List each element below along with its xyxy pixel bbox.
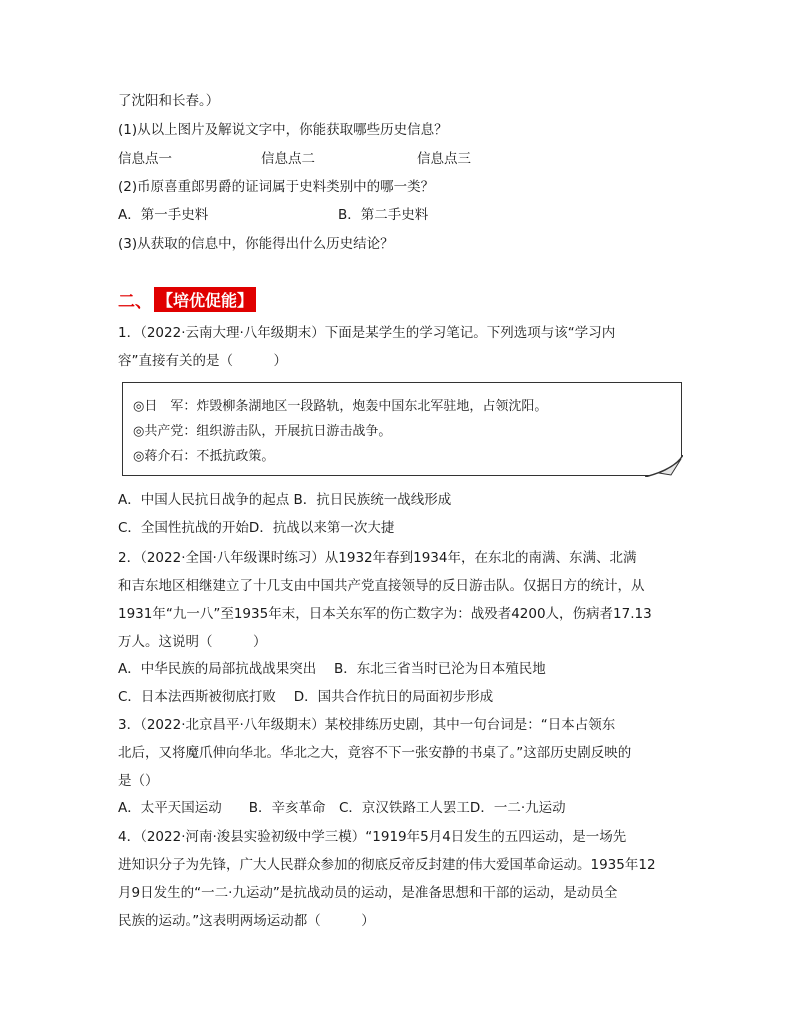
sub-question-2: (2)币原喜重郎男爵的证词属于史料类别中的哪一类？ <box>118 179 435 195</box>
question-4-line: 月9日发生的“一二·九运动”是抗战动员的运动，是准备思想和干部的运动，是动员全 <box>118 885 618 901</box>
question-3-line: 北后，又将魔爪伸向华北。华北之大，竟容不下一张安静的书桌了。”这部历史剧反映的 <box>118 745 632 761</box>
section-title-badge: 【培优促能】 <box>154 287 256 312</box>
text-line: 了沈阳和长春。） <box>118 93 220 109</box>
question-4-line: 民族的运动。”这表明两场运动都（ ） <box>118 913 375 929</box>
question-3-line: 3．（2022·北京昌平·八年级期末）某校排练历史剧，其中一句台词是：“日本占领东 <box>118 717 616 733</box>
question-4-line: 进知识分子为先锋，广大人民群众参加的彻底反帝反封建的伟大爱国革命运动。1935年12 <box>118 857 656 873</box>
question-1-line: 容”直接有关的是（ ） <box>118 353 287 369</box>
question-2-line: 2．（2022·全国·八年级课时练习）从1932年春到1934年，在东北的南满、东满、北满 <box>118 550 637 566</box>
section-heading <box>118 287 256 312</box>
info-point-1: 信息点一 <box>118 151 172 167</box>
sub-question-1: (1)从以上图片及解说文字中，你能获取哪些历史信息？ <box>118 122 448 138</box>
question-3-line: 是（） <box>118 773 159 789</box>
info-point-2: 信息点二 <box>261 151 315 167</box>
question-2-option: C．日本法西斯被彻底打败 D．国共合作抗日的局面初步形成 <box>118 689 494 705</box>
question-2-line: 万人。这说明（ ） <box>118 634 267 650</box>
note-line: ◎蒋介石：不抵抗政策。 <box>133 449 275 464</box>
sub-question-3: (3)从获取的信息中，你能得出什么历史结论？ <box>118 236 394 252</box>
study-note-box <box>122 382 682 476</box>
question-2-option: A．中华民族的局部抗战战果突出 B．东北三省当时已沦为日本殖民地 <box>118 661 546 677</box>
question-2-line: 和吉东地区相继建立了十几支由中国共产党直接领导的反日游击队。仅据日方的统计，从 <box>118 578 645 594</box>
sub-question-2-options <box>118 206 698 224</box>
page-curl-icon <box>645 455 683 477</box>
info-points-row <box>118 150 698 168</box>
question-3-option: A．太平天国运动 B．辛亥革命 C．京汉铁路工人罢工D．一二·九运动 <box>118 800 566 816</box>
info-point-3: 信息点三 <box>417 151 471 167</box>
question-1-option: C．全国性抗战的开始D．抗战以来第一次大捷 <box>118 520 395 536</box>
note-line: ◎共产党：组织游击队，开展抗日游击战争。 <box>133 424 392 439</box>
question-1-line: 1．（2022·云南大理·八年级期末）下面是某学生的学习笔记。下列选项与该“学习内 <box>118 325 616 341</box>
question-1-option: A．中国人民抗日战争的起点 B．抗日民族统一战线形成 <box>118 492 452 508</box>
question-2-line: 1931年“九一八”至1935年末，日本关东军的伤亡数字为：战殁者4200人，伤病者17.13 <box>118 606 652 622</box>
option-b: B．第二手史料 <box>338 207 429 223</box>
option-a: A．第一手史料 <box>118 207 209 223</box>
question-4-line: 4．（2022·河南·浚县实验初级中学三模）“1919年5月4日发生的五四运动，是一场先 <box>118 829 627 845</box>
section-prefix: 二、 <box>118 292 152 312</box>
note-line: ◎日 军：炸毁柳条湖地区一段路轨，炮轰中国东北军驻地，占领沈阳。 <box>133 399 548 414</box>
